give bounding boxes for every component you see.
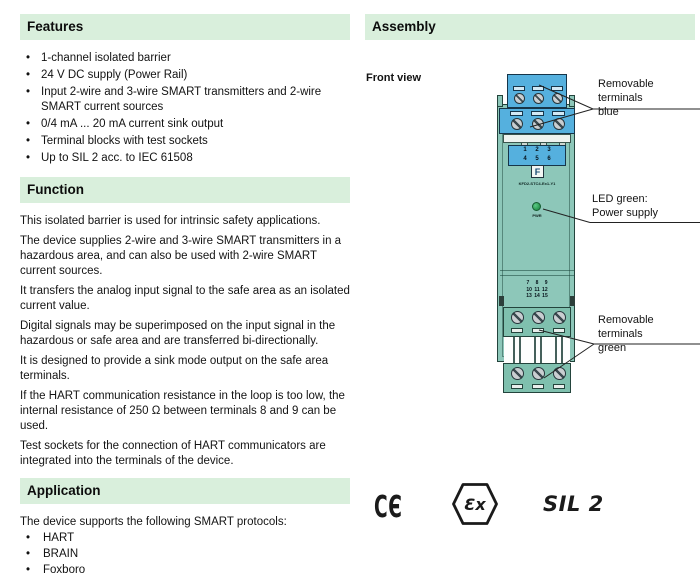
protocol-item — [20, 547, 350, 562]
callout-line: green — [598, 342, 627, 354]
connector-pin — [519, 337, 521, 363]
feature-text: 24 V DC supply (Power Rail) — [41, 69, 188, 81]
callout-line: LED green: — [592, 193, 648, 205]
feature-text: 1-channel isolated barrier — [41, 52, 171, 64]
terminal-numbers-top — [508, 145, 566, 166]
feature-item — [20, 51, 350, 66]
connector-pin — [513, 337, 515, 363]
callout-line: Power supply — [592, 207, 659, 219]
protocol-text: Foxboro — [43, 564, 86, 577]
feature-item — [20, 68, 350, 83]
features-section — [20, 14, 350, 168]
terminal-numbers-row: 13 14 15 — [526, 293, 548, 299]
protocol-text: HART — [43, 532, 75, 545]
feature-text: Input 2-wire and 3-wire SMART transmitters and 2-wire SMART current sources — [41, 86, 322, 113]
callout-led-green — [592, 192, 658, 220]
feature-item — [20, 117, 350, 132]
pf-logo-icon: F — [531, 165, 544, 178]
wire-slot — [510, 111, 523, 116]
callout-removable-terminals-green — [598, 313, 700, 355]
feature-item — [20, 134, 350, 149]
screw-icon — [552, 93, 563, 104]
screw-icon — [553, 311, 566, 324]
terminal-block-green-top — [503, 307, 571, 337]
terminal-numbers-row: 4 5 6 — [523, 156, 551, 162]
wire-slot — [553, 384, 565, 389]
function-paragraphs — [20, 214, 350, 469]
latch-right — [570, 296, 575, 306]
application-section — [20, 478, 350, 577]
screw-icon — [532, 367, 545, 380]
feature-item — [20, 85, 350, 115]
screw-icon — [511, 311, 524, 324]
function-title: Function — [20, 177, 350, 203]
latch-left — [499, 296, 504, 306]
terminal-numbers-row: 10 11 12 — [526, 286, 548, 293]
wire-slot — [552, 111, 565, 116]
front-view-label: Front view — [366, 72, 422, 84]
screw-icon — [514, 93, 525, 104]
led-label: PWR — [532, 213, 542, 218]
din-clip-right — [569, 95, 575, 107]
function-paragraph-text: The device supplies 2-wire and 3-wire SMART transmitters in a hazardous area, and can also be used with 2-wire SMART current sources. — [20, 234, 342, 278]
device-diagram — [494, 74, 582, 396]
connector-pin — [555, 337, 557, 363]
wire-slot — [551, 86, 563, 91]
function-paragraph — [20, 439, 350, 469]
screw-icon — [553, 118, 565, 130]
screw-icon — [532, 311, 545, 324]
wire-slot — [531, 111, 544, 116]
connector-pin — [561, 337, 563, 363]
wire-slot — [532, 328, 544, 333]
wire-slot — [511, 328, 523, 333]
function-paragraph — [20, 214, 350, 229]
function-paragraph-text: Test sockets for the connection of HART communicators are integrated into the terminals of the device. — [20, 439, 326, 467]
screw-icon — [511, 118, 523, 130]
wire-slot — [532, 86, 544, 91]
feature-text: 0/4 mA ... 20 mA current sink output — [41, 118, 224, 130]
screw-icon — [533, 93, 544, 104]
wire-slot — [513, 86, 525, 91]
terminal-numbers-row: 7 8 9 — [526, 280, 548, 286]
terminal-numbers-bottom — [494, 280, 580, 300]
terminal-block-blue-lower — [499, 108, 575, 134]
din-clip-left — [497, 95, 503, 107]
callout-line: blue — [598, 106, 619, 118]
function-paragraph — [20, 234, 350, 280]
function-paragraph-text: It is designed to provide a sink mode output on the safe area terminals. — [20, 354, 329, 382]
protocol-item — [20, 531, 350, 546]
wire-slot — [532, 384, 544, 389]
function-paragraph-text: Digital signals may be superimposed on the input signal in the hazardous or safe area and are transferred bi-directionally. — [20, 319, 336, 347]
connector-pin — [534, 337, 536, 363]
function-paragraph — [20, 284, 350, 314]
ex-mark-icon — [452, 483, 499, 531]
function-section — [20, 177, 350, 474]
function-paragraph — [20, 354, 350, 384]
power-led-icon — [532, 202, 541, 211]
function-paragraph-text: It transfers the analog input signal to the safe area as an isolated current value. — [20, 284, 350, 313]
terminal-block-green-bottom — [503, 363, 571, 393]
feature-item — [20, 151, 350, 166]
protocol-text: BRAIN — [43, 548, 79, 561]
features-list — [20, 51, 350, 166]
device-model-label: KFD2-STC4-Ex1-Y1 — [518, 181, 556, 186]
ex-mark-text: Ɛx — [464, 495, 486, 514]
connector-pin — [540, 337, 542, 363]
ce-mark-icon: CЄ — [374, 490, 403, 525]
wire-slot — [553, 328, 565, 333]
function-paragraph — [20, 319, 350, 349]
screw-icon — [532, 118, 544, 130]
protocol-item — [20, 563, 350, 577]
body-step-line — [500, 270, 574, 271]
callout-line: Removable terminals — [598, 314, 654, 340]
sil2-mark: SIL 2 — [543, 492, 604, 516]
application-list — [20, 531, 350, 577]
function-paragraph-text: If the HART communication resistance in the loop is too low, the internal resistance of 250 Ω between terminals 8 and 9 can be used. — [20, 389, 345, 432]
application-title: Application — [20, 478, 350, 504]
assembly-section — [365, 14, 695, 40]
screw-icon — [511, 367, 524, 380]
wire-slot — [511, 384, 523, 389]
body-step-line — [500, 275, 574, 276]
feature-text: Up to SIL 2 acc. to IEC 61508 — [41, 152, 193, 164]
screw-icon — [553, 367, 566, 380]
feature-text: Terminal blocks with test sockets — [41, 135, 208, 147]
terminal-block-blue-top — [507, 74, 567, 108]
callout-removable-terminals-blue — [598, 77, 700, 119]
callout-line: Removable terminals — [598, 78, 654, 104]
assembly-title: Assembly — [365, 14, 695, 40]
features-title: Features — [20, 14, 350, 40]
function-paragraph — [20, 389, 350, 435]
application-intro: The device supports the following SMART protocols: — [20, 516, 287, 528]
terminal-numbers-row: 1 2 3 — [523, 147, 551, 153]
function-paragraph-text: This isolated barrier is used for intrinsic safety applications. — [20, 215, 321, 227]
